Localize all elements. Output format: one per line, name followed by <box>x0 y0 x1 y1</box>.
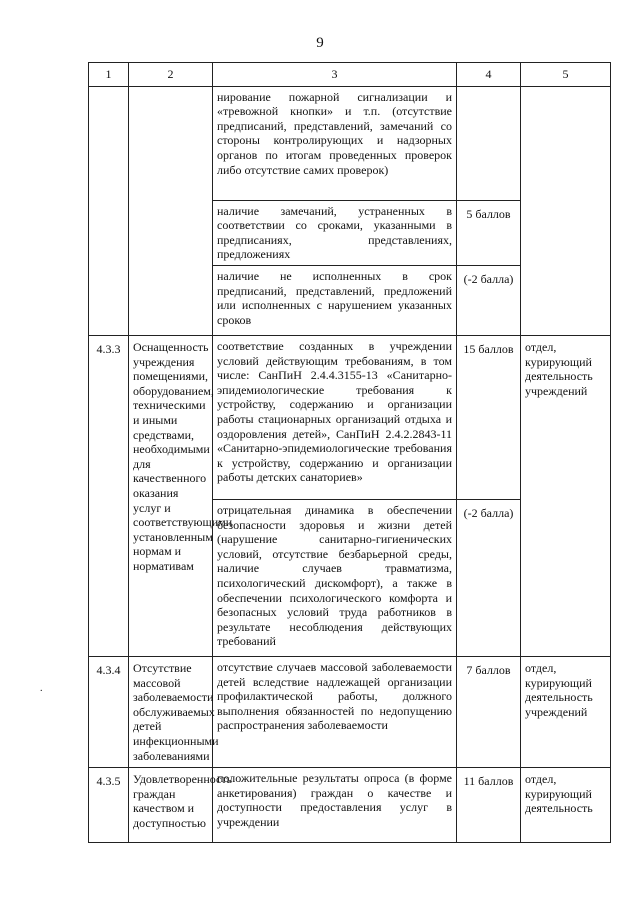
criterion-points: (-2 балла) <box>457 499 521 656</box>
criterion-points: 7 баллов <box>457 656 521 767</box>
indicator-name <box>129 86 213 335</box>
indicator-name: Отсутствие массовой заболеваемости обслуживаемых детей инфекционными заболеваниями <box>129 656 213 767</box>
header-col-3: 3 <box>213 63 457 87</box>
criterion-text: отрицательная динамика в обеспечении безопасности здоровья и жизни детей (нарушение санитарно-гигиенических условий, отсутствие безбарьерной среды, наличие случаев травматизма, психологический дискомфорт), а также в обеспечении психологического комфорта и безопасных условий труда работников в результате несоблюдения действующих требований <box>213 499 457 656</box>
header-col-2: 2 <box>129 63 213 87</box>
criterion-text: наличие замечаний, устраненных в соответствии со сроками, указанными в предписаниях, представлениях, предложениях <box>213 200 457 265</box>
criterion-text: положительные результаты опроса (в форме анкетирования) граждан о качестве и доступности предоставления услуг в учреждении <box>213 768 457 843</box>
criteria-table <box>88 62 611 843</box>
criterion-text: отсутствие случаев массовой заболеваемости детей вследствие надлежащей организации профилактической работы, должного выполнения обязанностей по недопущению распространения заболеваемости <box>213 656 457 767</box>
header-row <box>89 63 611 87</box>
criterion-text: нирование пожарной сигнализации и «тревожной кнопки» и т.п. (отсутствие предписаний, представлений, замечаний со стороны контролирующих и надзорных органов по итогам проведенных проверок либо отсутствие самих проверок) <box>213 86 457 200</box>
responsible-unit: отдел, курирующий деятельность учреждений <box>521 656 611 767</box>
responsible-unit: отдел, курирующий деятельность учреждений <box>521 335 611 656</box>
criterion-points: 11 баллов <box>457 768 521 843</box>
table-row <box>89 656 611 767</box>
table-row <box>89 86 611 200</box>
criterion-points <box>457 86 521 200</box>
indicator-name: Оснащенность учреждения помещениями, оборудованием, техническими и иными средствами, необходимыми для качественного оказания услуг и соответствующими установленным нормам и нормативам <box>129 335 213 656</box>
row-number: 4.3.3 <box>89 335 129 656</box>
table-row <box>89 335 611 499</box>
margin-mark: . <box>40 683 43 694</box>
page-number: 9 <box>316 35 324 51</box>
responsible-unit <box>521 86 611 335</box>
header-col-5: 5 <box>521 63 611 87</box>
header-col-4: 4 <box>457 63 521 87</box>
responsible-unit: отдел, курирующий деятельность <box>521 768 611 843</box>
header-col-1: 1 <box>89 63 129 87</box>
criterion-text: соответствие созданных в учреждении условий действующим требованиям, в том числе: СанПиН 2.4.4.3155-13 «Санитарно-эпидемиологические требования к устройству, содержанию и организации работы стационарных организаций отдыха и оздоровления детей», СанПиН 2.4.2.2843-11 «Санитарно-эпидемиологические требования к устройству, содержанию и организации работы детских санаториев» <box>213 335 457 499</box>
table-row <box>89 768 611 843</box>
row-number: 4.3.4 <box>89 656 129 767</box>
criterion-text: наличие не исполненных в срок предписаний, представлений, предложений или исполненных с нарушением указанных сроков <box>213 265 457 335</box>
criterion-points: (-2 балла) <box>457 265 521 335</box>
criterion-points: 15 баллов <box>457 335 521 499</box>
row-number <box>89 86 129 335</box>
row-number: 4.3.5 <box>89 768 129 843</box>
criterion-points: 5 баллов <box>457 200 521 265</box>
indicator-name: Удовлетворенность граждан качеством и доступностью <box>129 768 213 843</box>
